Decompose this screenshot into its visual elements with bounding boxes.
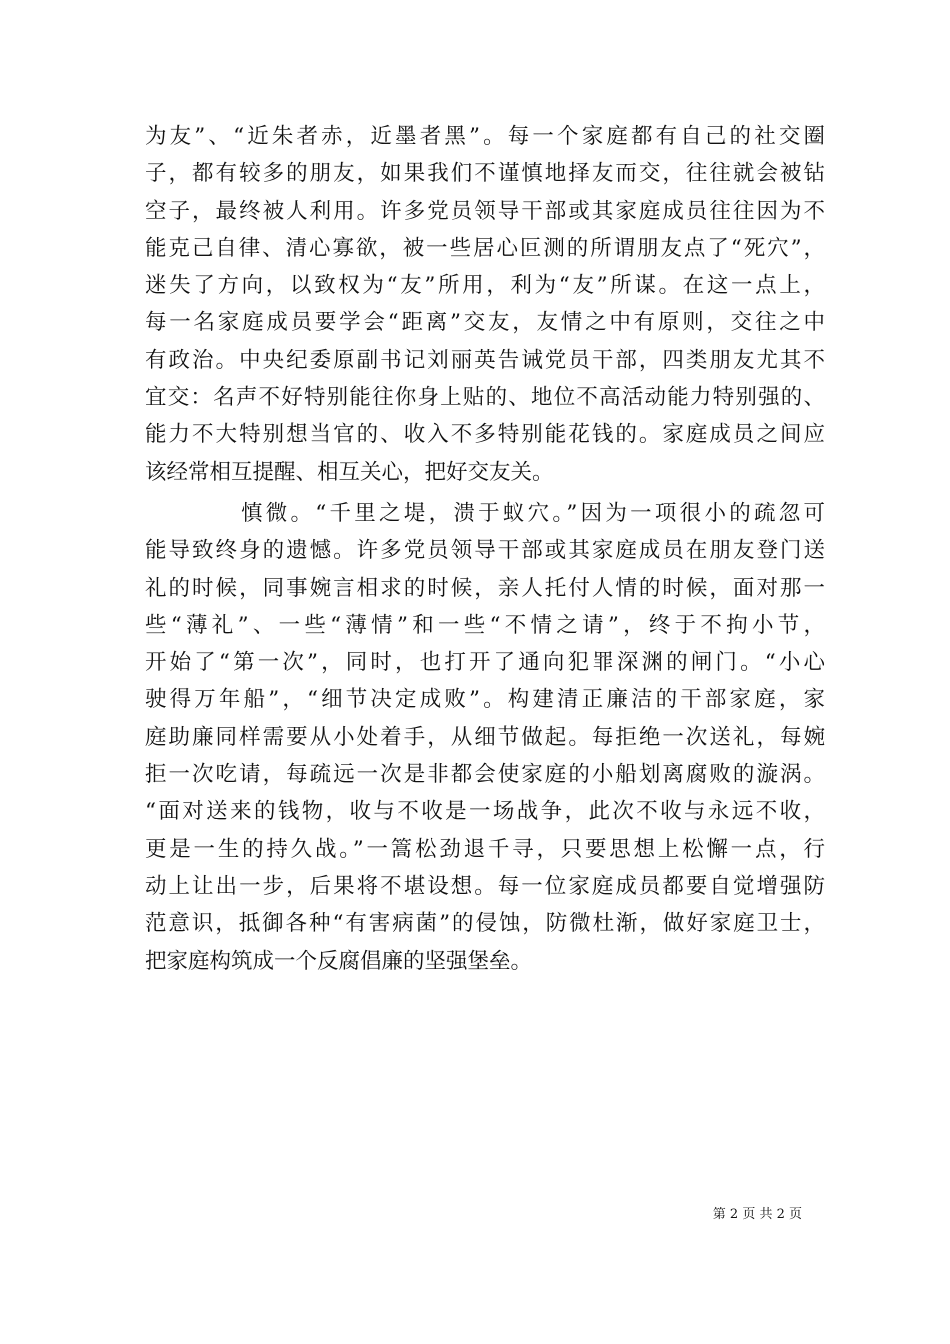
text-line: 有政治。中央纪委原副书记刘丽英告诫党员干部，四类朋友尤其不 xyxy=(145,347,825,373)
text-line: 能导致终身的遗憾。许多党员领导干部或其家庭成员在朋友登门送 xyxy=(145,538,825,564)
text-line: 更是一生的持久战。”一篙松劲退千寻，只要思想上松懈一点，行 xyxy=(145,836,825,862)
text-line: 范意识，抵御各种“有害病菌”的侵蚀，防微杜渐，做好家庭卫士， xyxy=(145,911,825,937)
text-line: 开始了“第一次”，同时，也打开了通向犯罪深渊的闸门。“小心 xyxy=(145,650,825,676)
text-line: 些“薄礼”、一些“薄情”和一些“不情之请”，终于不拘小节， xyxy=(145,612,825,638)
text-line: 为友”、“近朱者赤，近墨者黑”。每一个家庭都有自己的社交圈 xyxy=(145,124,825,149)
text-line: “面对送来的钱物，收与不收是一场战争，此次不收与永远不收， xyxy=(145,799,825,825)
text-line: 庭助廉同样需要从小处着手，从细节做起。每拒绝一次送礼，每婉 xyxy=(145,724,825,750)
paragraph xyxy=(145,495,825,980)
page-number: 第 2 页 共 2 页 xyxy=(712,1207,802,1222)
text-line: 驶得万年船”，“细节决定成败”。构建清正廉洁的干部家庭，家 xyxy=(145,687,825,713)
text-line: 每一名家庭成员要学会“距离”交友，友情之中有原则，交往之中 xyxy=(145,310,825,336)
text-line: 动上让出一步，后果将不堪设想。每一位家庭成员都要自觉增强防 xyxy=(145,873,825,899)
text-line: 拒一次吃请，每疏远一次是非都会使家庭的小船划离腐败的漩涡。 xyxy=(145,762,825,788)
text-line: 能力不大特别想当官的、收入不多特别能花钱的。家庭成员之间应 xyxy=(145,422,825,448)
text-line: 子，都有较多的朋友，如果我们不谨慎地择友而交，往往就会被钻 xyxy=(145,161,825,187)
text-line: 能克己自律、清心寡欲，被一些居心叵测的所谓朋友点了“死穴”， xyxy=(145,235,825,261)
text-line: 迷失了方向，以致权为“友”所用，利为“友”所谋。在这一点上， xyxy=(145,273,825,299)
text-line: 宜交：名声不好特别能往你身上贴的、地位不高活动能力特别强的、 xyxy=(145,385,825,411)
text-line: 礼的时候，同事婉言相求的时候，亲人托付人情的时候，面对那一 xyxy=(145,575,825,601)
text-line: 把家庭构筑成一个反腐倡廉的坚强堡垒。 xyxy=(145,948,533,974)
text-line: 该经常相互提醒、相互关心，把好交友关。 xyxy=(145,459,554,485)
body-text xyxy=(145,118,825,980)
text-line: 空子，最终被人利用。许多党员领导干部或其家庭成员往往因为不 xyxy=(145,198,825,224)
paragraph xyxy=(145,118,825,491)
text-line: 慎微。“千里之堤，溃于蚁穴。”因为一项很小的疏忽可 xyxy=(241,500,825,526)
